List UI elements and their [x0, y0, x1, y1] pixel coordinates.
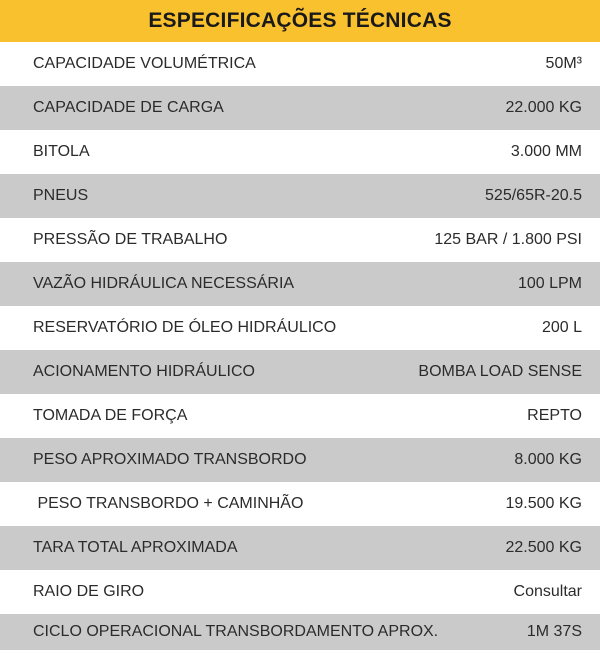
spec-label: CAPACIDADE VOLUMÉTRICA	[33, 55, 256, 72]
table-row	[0, 394, 600, 438]
spec-label: BITOLA	[33, 143, 90, 160]
spec-label: CICLO OPERACIONAL TRANSBORDAMENTO APROX.	[33, 623, 439, 640]
table-header	[0, 0, 600, 42]
spec-label: RAIO DE GIRO	[33, 583, 145, 600]
table-row	[0, 614, 600, 650]
spec-value: 22.500 KG	[505, 539, 582, 556]
spec-value: 200 L	[541, 319, 582, 336]
spec-label: PRESSÃO DE TRABALHO	[33, 231, 228, 248]
spec-value: 8.000 KG	[514, 451, 582, 468]
table-row	[0, 438, 600, 482]
table-row	[0, 306, 600, 350]
spec-label: PESO APROXIMADO TRANSBORDO	[33, 451, 307, 468]
spec-rows	[0, 42, 600, 650]
table-title: ESPECIFICAÇÕES TÉCNICAS	[148, 9, 452, 32]
spec-value: 100 LPM	[517, 275, 582, 292]
spec-label: RESERVATÓRIO DE ÓLEO HIDRÁULICO	[33, 319, 337, 336]
spec-value: REPTO	[527, 407, 582, 424]
table-row	[0, 174, 600, 218]
table-row	[0, 86, 600, 130]
table-row	[0, 526, 600, 570]
spec-value: Consultar	[513, 583, 582, 600]
table-row	[0, 482, 600, 526]
spec-label: PNEUS	[33, 187, 89, 204]
table-row	[0, 262, 600, 306]
spec-value: 525/65R-20.5	[485, 187, 582, 204]
table-row	[0, 218, 600, 262]
spec-label: TARA TOTAL APROXIMADA	[33, 539, 238, 556]
spec-value: 22.000 KG	[505, 99, 582, 116]
spec-value: 1M 37S	[526, 623, 582, 640]
spec-label: ACIONAMENTO HIDRÁULICO	[33, 363, 255, 380]
spec-label: PESO TRANSBORDO + CAMINHÃO	[33, 495, 304, 512]
spec-label: CAPACIDADE DE CARGA	[33, 99, 224, 116]
spec-value: 3.000 MM	[510, 143, 582, 160]
spec-value: BOMBA LOAD SENSE	[418, 363, 582, 380]
spec-label: VAZÃO HIDRÁULICA NECESSÁRIA	[33, 275, 295, 292]
spec-value: 125 BAR / 1.800 PSI	[434, 231, 582, 248]
spec-value: 50M³	[545, 55, 582, 72]
spec-label: TOMADA DE FORÇA	[33, 407, 188, 424]
table-row	[0, 130, 600, 174]
table-row	[0, 570, 600, 614]
table-row	[0, 350, 600, 394]
table-row	[0, 42, 600, 86]
spec-value: 19.500 KG	[505, 495, 582, 512]
